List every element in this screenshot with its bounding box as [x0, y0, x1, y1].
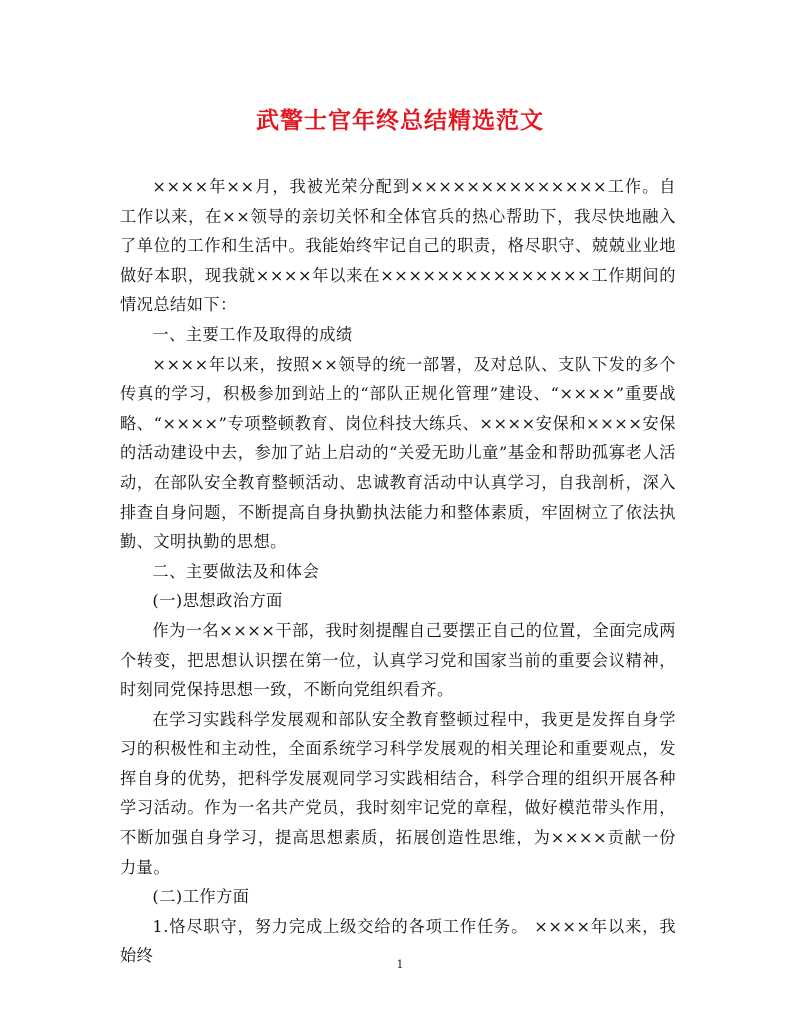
paragraph-intro: ××××年××月，我被光荣分配到××××××××××××××工作。自工作以来，在××领导的亲切关怀和全体官兵的热心帮助下，我尽快地融入了单位的工作和生活中。我能始终牢记自己的职责，格尽职守、兢兢业业地做好本职，现我就××××年以来在×××××××××××××××工作期间的情况总结如下： — [120, 177, 676, 315]
heading-section-1: 一、主要工作及取得的成绩 — [152, 324, 353, 344]
page-number: 1 — [396, 958, 404, 971]
heading-section-2: 二、主要做法及和体会 — [152, 561, 320, 581]
title-first-char: 武 — [256, 107, 280, 134]
title-rest: 警士官年终总结精选范文 — [280, 107, 544, 134]
document-title — [0, 104, 800, 138]
paragraph-achievements: ××××年以来，按照××领导的统一部署，及对总队、支队下发的多个传真的学习，积极参加到站上的“部队正规化管理”建设、“××××”重要战略、“××××”专项整顿教育、岗位科技大练兵、××××安保和××××安保的活动建设中去，参加了站上启动的“关爱无助儿童”基金和帮助孤寡老人活动，在部队安全教育整顿活动、忠诚教育活动中认真学习，自我剖析，深入排查自身问题，不断提高自身执勤执法能力和整体素质，牢固树立了依法执勤、文明执勤的思想。 — [120, 354, 676, 552]
subheading-ideology: (一)思想政治方面 — [152, 591, 283, 611]
paragraph-work-1: 1.恪尽职守，努力完成上级交给的各项工作任务。 ××××年以来，我始终 — [120, 916, 676, 966]
paragraph-ideology-1: 作为一名××××干部，我时刻提醒自己要摆正自己的位置，全面完成两个转变，把思想认识摆在第一位，认真学习党和国家当前的重要会议精神，时刻同党保持思想一致，不断向党组织看齐。 — [120, 620, 676, 700]
document-body — [120, 172, 676, 971]
subheading-work: (二)工作方面 — [152, 887, 250, 907]
paragraph-ideology-2: 在学习实践科学发展观和部队安全教育整顿过程中，我更是发挥自身学习的积极性和主动性，全面系统学习科学发展观的相关理论和重要观点，发挥自身的优势，把科学发展观同学习实践相结合，科学合理的组织开展各种学习活动。作为一名共产党员，我时刻牢记党的章程，做好模范带头作用，不断加强自身学习，提高思想素质，拓展创造性思维，为××××贡献一份力量。 — [120, 709, 676, 877]
